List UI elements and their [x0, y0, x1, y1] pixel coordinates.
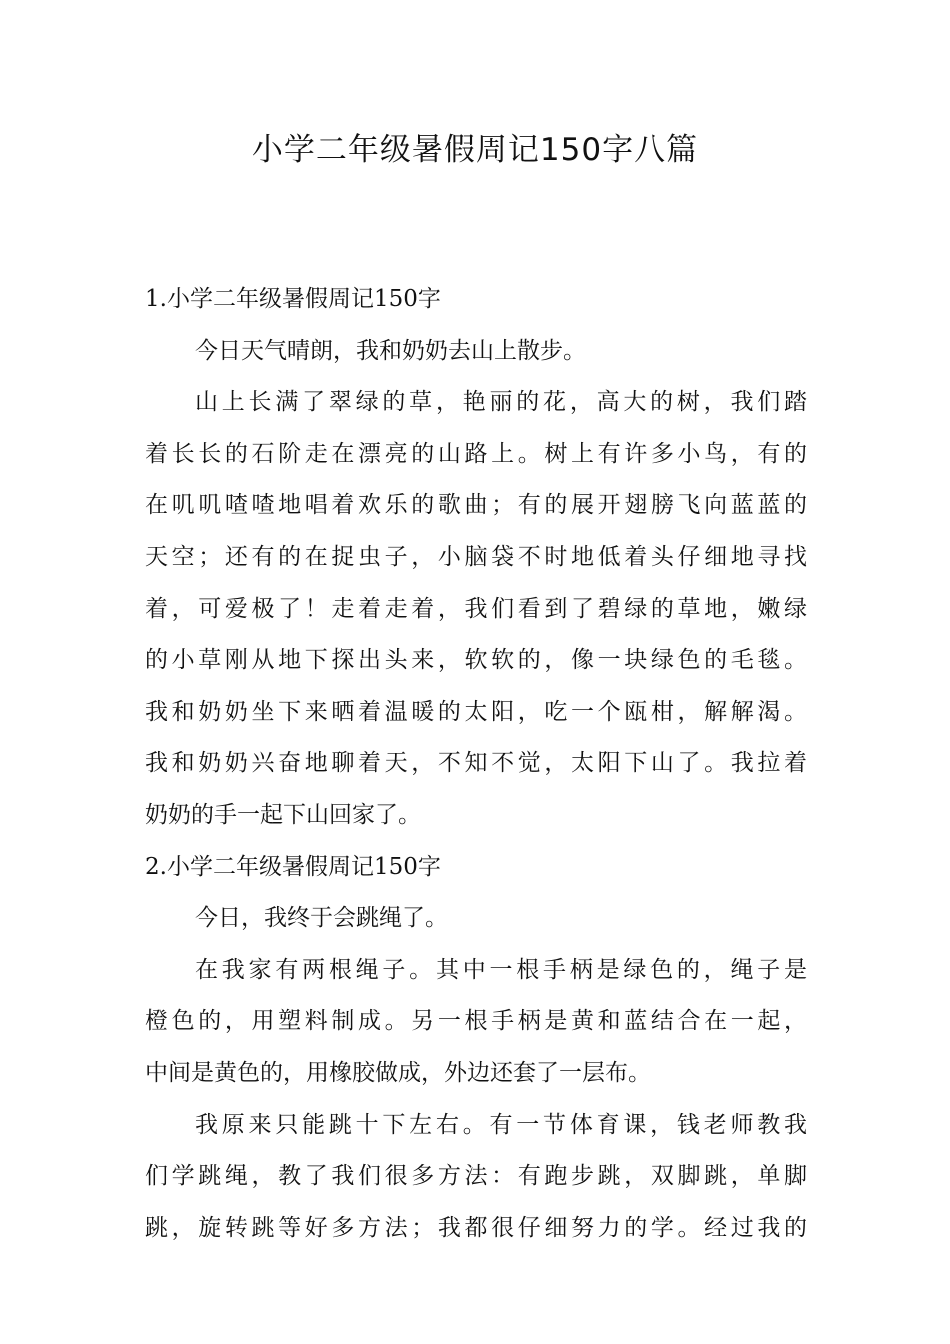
paragraph-line: 在叽叽喳喳地唱着欢乐的歌曲；有的展开翅膀飞向蓝蓝的: [145, 492, 807, 519]
paragraph-line: 跳，旋转跳等好多方法；我都很仔细努力的学。经过我的: [145, 1214, 807, 1241]
paragraph-line: 奶奶的手一起下山回家了。: [145, 801, 421, 828]
paragraph-line: 天空；还有的在捉虫子，小脑袋不时地低着头仔细地寻找: [145, 543, 807, 570]
paragraph: [145, 1106, 807, 1248]
paragraph-line: 今日天气晴朗，我和奶奶去山上散步。: [195, 337, 586, 364]
paragraph: [145, 332, 807, 370]
paragraph-line: 我和奶奶坐下来晒着温暖的太阳，吃一个瓯柑，解解渴。: [145, 698, 807, 725]
document-title: 小学二年级暑假周记150字八篇: [251, 132, 699, 168]
paragraph-line: 在我家有两根绳子。其中一根手柄是绿色的，绳子是: [195, 956, 807, 983]
section-heading-2: 2.小学二年级暑假周记150字: [145, 853, 441, 880]
paragraph: [145, 383, 807, 834]
paragraph-line: 们学跳绳，教了我们很多方法：有跑步跳，双脚跳，单脚: [145, 1163, 807, 1190]
paragraph-line: 的小草刚从地下探出头来，软软的，像一块绿色的毛毯。: [145, 647, 807, 674]
paragraph-line: 山上长满了翠绿的草，艳丽的花，高大的树，我们踏: [195, 389, 807, 416]
paragraph-line: 着，可爱极了！走着走着，我们看到了碧绿的草地，嫩绿: [145, 595, 807, 622]
paragraph-line: 着长长的石阶走在漂亮的山路上。树上有许多小鸟，有的: [145, 440, 807, 467]
paragraph-line: 我和奶奶兴奋地聊着天，不知不觉，太阳下山了。我拉着: [145, 750, 807, 777]
document-body: [145, 280, 807, 1260]
paragraph-line: 中间是黄色的，用橡胶做成，外边还套了一层布。: [145, 1059, 651, 1086]
paragraph-line: 今日，我终于会跳绳了。: [195, 905, 448, 932]
paragraph-line: 我原来只能跳十下左右。有一节体育课，钱老师教我: [195, 1111, 807, 1138]
section-heading-1: 1.小学二年级暑假周记150字: [145, 286, 441, 312]
paragraph: [145, 951, 807, 1093]
paragraph: [145, 899, 807, 937]
paragraph-line: 橙色的，用塑料制成。另一根手柄是黄和蓝结合在一起，: [145, 1008, 807, 1035]
